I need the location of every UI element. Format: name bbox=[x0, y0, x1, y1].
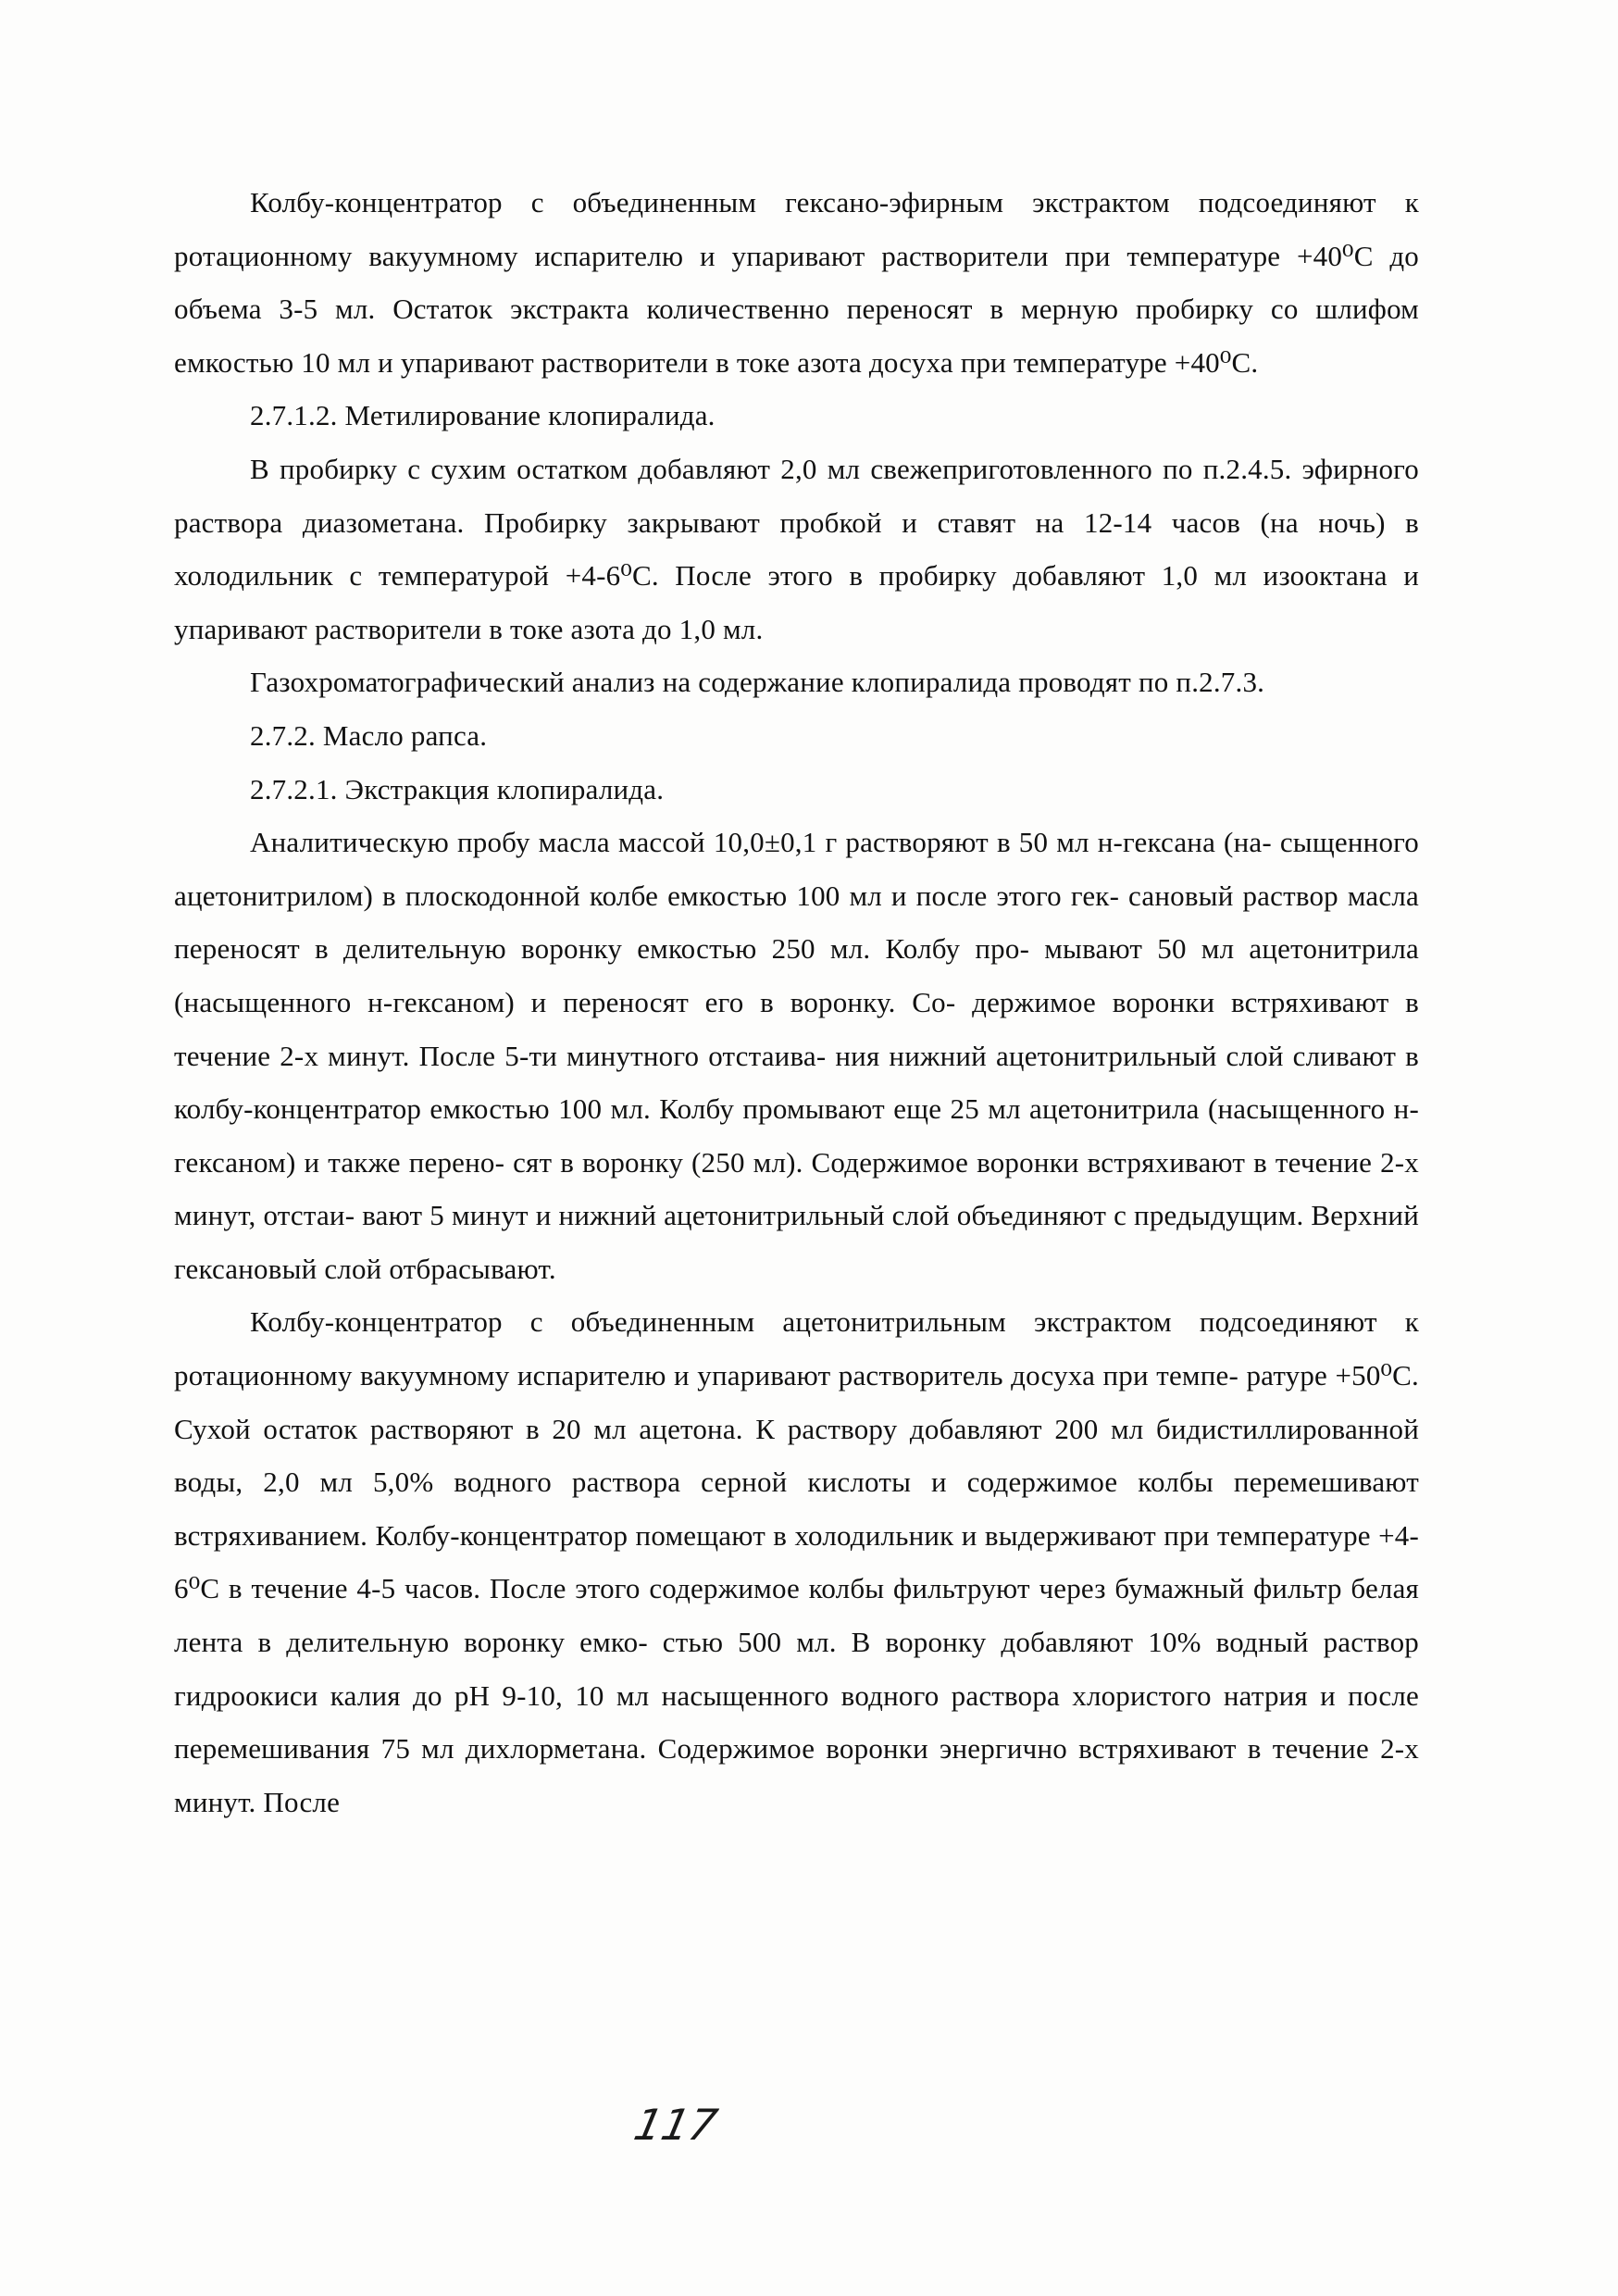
document-body bbox=[174, 176, 1419, 1828]
paragraph-acetonitrile-processing: Колбу-концентратор с объединенным ацетонитрильным экстрактом подсоединяют к ротационному вакуумному испарителю и упаривают растворитель досуха при темпе- ратуре +50⁰С. Сухой остаток растворяют в 20 мл ацетона. К раствору добавляют 200 мл бидистиллированной воды, 2,0 мл 5,0% водного раствора серной кислоты и содержимое колбы перемешивают встряхиванием. Колбу-концентратор помещают в холодильник и выдерживают при температуре +4-6⁰С в течение 4-5 часов. После этого содержимое колбы фильтруют через бумажный фильтр белая лента в делительную воронку емко- стью 500 мл. В воронку добавляют 10% водный раствор гидроокиси калия до рН 9-10, 10 мл насыщенного водного раствора хлористого натрия и после перемешивания 75 мл дихлорметана. Содержимое воронки энергично встряхивают в течение 2-х минут. После bbox=[174, 1305, 1419, 1818]
handwritten-page-number: 117 bbox=[629, 2100, 722, 2150]
section-heading-methylation: 2.7.1.2. Метилирование клопиралида. bbox=[250, 399, 716, 432]
paragraph-gc-analysis-reference: Газохроматографический анализ на содержание клопиралида проводят по п.2.7.3. bbox=[250, 666, 1265, 699]
paragraph-methylation-procedure: В пробирку с сухим остатком добавляют 2,0 мл свежеприготовленного по п.2.4.5. эфирного раствора диазометана. Пробирку закрывают пробкой и ставят на 12-14 часов (на ночь) в холодильник с температурой +4-6⁰С. После этого в пробирку добавляют 1,0 мл изооктана и упаривают растворители в токе азота до 1,0 мл. bbox=[174, 452, 1419, 645]
paragraph-concentrator-evaporation: Колбу-концентратор с объединенным гексано-эфирным экстрактом подсоединяют к ротационному вакуумному испарителю и упаривают растворители при температуре +40⁰С до объема 3-5 мл. Остаток экстракта количественно переносят в мерную пробирку со шлифом емкостью 10 мл и упаривают растворители в токе азота досуха при температуре +40⁰С. bbox=[174, 186, 1419, 379]
section-heading-rapeseed-oil: 2.7.2. Масло рапса. bbox=[250, 718, 488, 752]
paragraph-extraction-procedure: Аналитическую пробу масла массой 10,0±0,1 г растворяют в 50 мл н-гексана (на- сыщенного ацетонитрилом) в плоскодонной колбе емкостью 100 мл и после этого гек- сановый раствор масла переносят в делительную воронку емкостью 250 мл. Колбу про- мывают 50 мл ацетонитрила (насыщенного н-гексаном) и переносят его в воронку. Со- держимое воронки встряхивают в течение 2-х минут. После 5-ти минутного отстаива- ния нижний ацетонитрильный слой сливают в колбу-концентратор емкостью 100 мл. Колбу промывают еще 25 мл ацетонитрила (насыщенного н-гексаном) и также перено- сят в воронку (250 мл). Содержимое воронки встряхивают в течение 2-х минут, отстаи- вают 5 минут и нижний ацетонитрильный слой объединяют с предыдущим. Верхний гексановый слой отбрасывают. bbox=[174, 826, 1419, 1285]
section-heading-extraction: 2.7.2.1. Экстракция клопиралида. bbox=[250, 772, 665, 805]
